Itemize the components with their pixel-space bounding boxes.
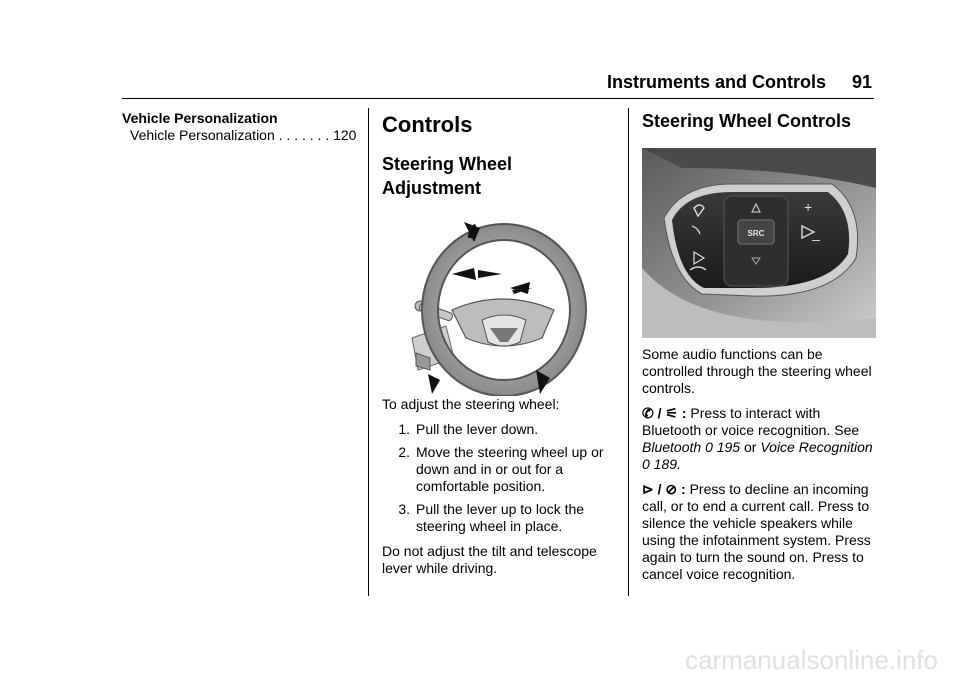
- column-divider: [628, 108, 629, 596]
- bluetooth-link[interactable]: Bluetooth: [642, 439, 702, 455]
- swc-item-mute-text: Press to decline an incoming call, or to end a current call. Press to silence the vehicle speakers while using the infotainment system. Press again to turn the sound on. Press to cancel voice recognition.: [642, 481, 871, 582]
- section-title: Controls: [382, 112, 473, 137]
- step-number: 3.: [398, 501, 410, 517]
- header-title: Instruments and Controls: [606, 72, 826, 92]
- step-text: Pull the lever down.: [416, 421, 539, 437]
- voice-recognition-link[interactable]: Voice Recognition: [760, 439, 873, 455]
- talk-phone-icon: ✆ / ⚟ :: [642, 405, 687, 421]
- index-heading: Vehicle Personalization: [122, 110, 278, 126]
- swc-or-text: or: [744, 439, 757, 455]
- controls-column: [382, 110, 608, 577]
- subsection-title-line1: Steering Wheel: [382, 154, 513, 174]
- header-rule: [122, 98, 874, 99]
- steering-wheel-illustration: [382, 218, 608, 396]
- src-button-label: SRC: [747, 229, 765, 238]
- index-entry[interactable]: Vehicle Personalization . . . . . . . 120: [130, 127, 357, 143]
- running-header: [607, 72, 872, 93]
- adjust-warning: Do not adjust the tilt and telescope lever while driving.: [382, 543, 597, 576]
- list-item: [382, 421, 608, 438]
- step-number: 2.: [398, 444, 410, 460]
- steering-controls-photo: [642, 148, 876, 338]
- list-item: [382, 501, 608, 535]
- index-column: [122, 110, 358, 143]
- volume-up-label: +: [804, 199, 813, 215]
- watermark: carmanualsonline.info: [685, 645, 938, 675]
- step-number: 1.: [398, 421, 410, 437]
- bluetooth-page-ref[interactable]: 0 195: [705, 439, 741, 455]
- voice-recognition-page-ref[interactable]: 0 189.: [642, 456, 681, 472]
- swc-item-talk: [642, 405, 876, 473]
- adjust-steps: [382, 421, 608, 535]
- step-text: Move the steering wheel up or down and in or out for a comfortable position.: [416, 444, 604, 494]
- adjust-intro: To adjust the steering wheel:: [382, 396, 560, 412]
- step-text: Pull the lever up to lock the steering wheel in place.: [416, 501, 585, 534]
- swc-item-talk-text: Press to interact with Bluetooth or voice recognition. See: [642, 405, 860, 438]
- end-call-mute-icon: ⊳ / ⊘ :: [642, 481, 686, 497]
- column-divider: [368, 108, 369, 596]
- page-number: 91: [851, 72, 872, 92]
- volume-down-label: –: [812, 231, 820, 247]
- subsection-title-line2: Adjustment: [382, 178, 481, 198]
- swc-column: [642, 110, 876, 583]
- section-title: Steering Wheel Controls: [642, 111, 852, 131]
- swc-item-mute: [642, 481, 876, 583]
- subsection-title: [382, 152, 608, 200]
- swc-intro: Some audio functions can be controlled through the steering wheel controls.: [642, 346, 872, 396]
- list-item: [382, 444, 608, 495]
